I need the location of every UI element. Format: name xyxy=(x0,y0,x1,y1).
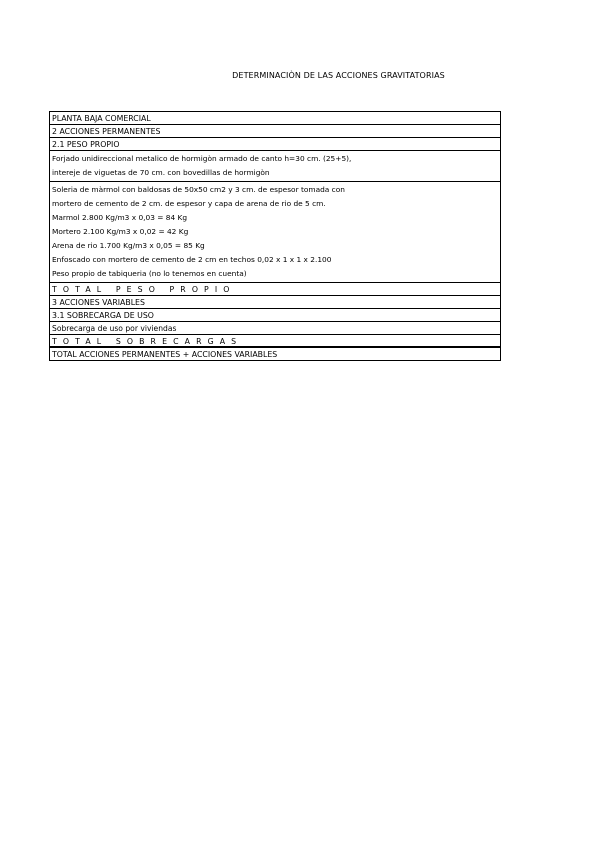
row-acciones-variables: 3 ACCIONES VARIABLES xyxy=(50,296,500,309)
marmol-line: Marmol 2.800 Kg/m3 x 0,03 = 84 Kg xyxy=(52,213,188,222)
row-acciones-permanentes: 2 ACCIONES PERMANENTES xyxy=(50,125,500,138)
row-peso-propio: 2.1 PESO PROPIO xyxy=(50,138,500,151)
row-total-peso-propio: TOTAL PESO PROPIO xyxy=(50,283,500,296)
enfoscado-line: Enfoscado con mortero de cemento de 2 cm en techos 0,02 x 1 x 1 x 2.100 xyxy=(52,255,332,264)
load-table xyxy=(49,111,501,361)
mortero-line: Mortero 2.100 Kg/m3 x 0,02 = 42 Kg xyxy=(52,227,189,236)
forjado-block xyxy=(50,151,500,182)
soleria-block xyxy=(50,182,500,283)
row-total-acciones: TOTAL ACCIONES PERMANENTES + ACCIONES VARIABLES xyxy=(50,348,500,361)
document-title: DETERMINACIÒN DE LAS ACCIONES GRAVITATORIAS xyxy=(232,71,445,80)
row-sobrecarga-viviendas: Sobrecarga de uso por viviendas xyxy=(50,322,500,335)
arena-line: Arena de rio 1.700 Kg/m3 x 0,05 = 85 Kg xyxy=(52,241,205,250)
forjado-line: intereje de viguetas de 70 cm. con bovedillas de hormigòn xyxy=(52,168,270,177)
row-sobrecarga-uso: 3.1 SOBRECARGA DE USO xyxy=(50,309,500,322)
soleria-line: Soleria de màrmol con baldosas de 50x50 cm2 y 3 cm. de espesor tomada con xyxy=(52,185,345,194)
soleria-line: mortero de cemento de 2 cm. de espesor y capa de arena de rio de 5 cm. xyxy=(52,199,326,208)
tabiqueria-line: Peso propio de tabiqueria (no lo tenemos en cuenta) xyxy=(52,269,247,278)
row-total-sobrecargas: TOTAL SOBRECARGAS xyxy=(50,335,500,348)
row-planta-baja: PLANTA BAJA COMERCIAL xyxy=(50,112,500,125)
forjado-line: Forjado unidireccional metalico de hormigòn armado de canto h=30 cm. (25+5), xyxy=(52,154,352,163)
